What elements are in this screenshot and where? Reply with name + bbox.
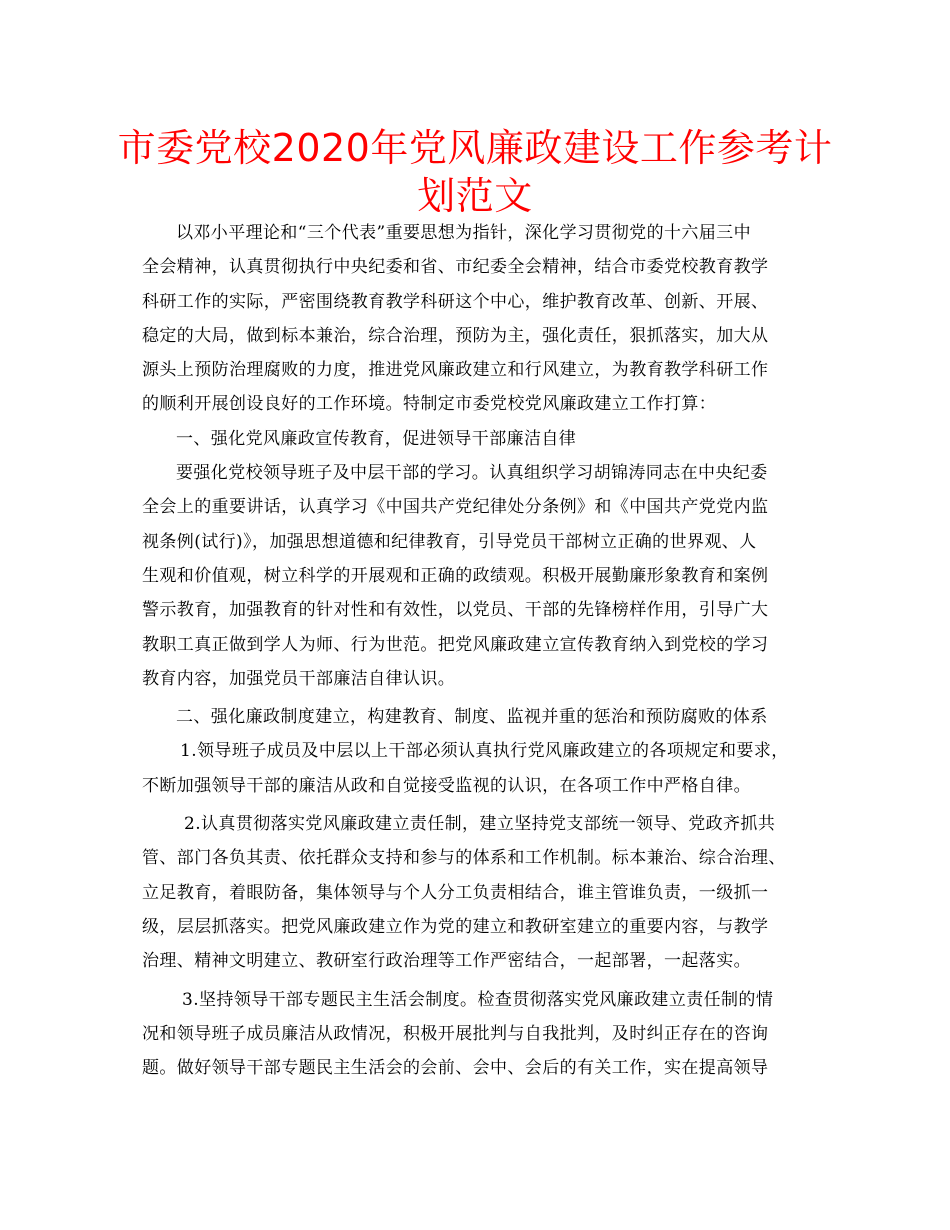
body-line: 生观和价值观，树立科学的开展观和正确的政绩观。积极开展勤廉形象教育和案例 [142, 565, 769, 586]
section-heading-1: 一、强化党风廉政宣传教育，促进领导干部廉洁自律 [176, 428, 577, 449]
body-line: 教育内容，加强党员干部廉洁自律认识。 [142, 668, 456, 689]
body-line: 以邓小平理论和“三个代表”重要思想为指针，深化学习贯彻党的十六届三中 [176, 223, 751, 243]
body-line: 题。做好领导干部专题民主生活会的会前、会中、会后的有关工作，实在提高领导 [142, 1058, 769, 1079]
body-line: 不断加强领导干部的廉洁从政和自觉接受监视的认识，在各项工作中严格自律。 [142, 775, 751, 796]
body-line: 治理、精神文明建立、教研室行政治理等工作严密结合，一起部署，一起落实。 [142, 951, 751, 972]
body-line: 教职工真正做到学人为师、行为世范。把党风廉政建立宣传教育纳入到党校的学习 [142, 634, 769, 655]
body-line: 警示教育，加强教育的针对性和有效性，以党员、干部的先锋榜样作用，引导广大 [142, 600, 769, 621]
body-line: 科研工作的实际，严密围绕教育教学科研这个中心，维护教育改革、创新、开展、 [142, 291, 769, 312]
body-line: 的顺利开展创设良好的工作环境。特制定市委党校党风廉政建立工作打算： [142, 394, 717, 415]
body-line: 管、部门各负其责、依托群众支持和参与的体系和工作机制。标本兼治、综合治理、 [142, 848, 786, 869]
body-line: 要强化党校领导班子及中层干部的学习。认真组织学习胡锦涛同志在中央纪委 [176, 463, 768, 484]
document-title-line-2: 划范文 [417, 174, 533, 218]
body-line: 1.领导班子成员及中层以上干部必须认真执行党风廉政建立的各项规定和要求， [180, 741, 789, 762]
body-line: 级，层层抓落实。把党风廉政建立作为党的建立和教研室建立的重要内容，与教学 [142, 916, 769, 937]
body-line: 3.坚持领导干部专题民主生活会制度。检查贯彻落实党风廉政建立责任制的情 [182, 989, 774, 1010]
body-line: 稳定的大局，做到标本兼治，综合治理，预防为主，强化责任，狠抓落实，加大从 [142, 325, 769, 346]
body-line: 源头上预防治理腐败的力度，推进党风廉政建立和行风建立，为教育教学科研工作 [142, 360, 769, 381]
body-line: 2.认真贯彻落实党风廉政建立责任制，建立坚持党支部统一领导、党政齐抓共 [184, 814, 776, 835]
body-line: 况和领导班子成员廉洁从政情况，积极开展批判与自我批判，及时纠正存在的咨询 [142, 1023, 769, 1044]
section-heading-2: 二、强化廉政制度建立，构建教育、制度、监视并重的惩治和预防腐败的体系 [176, 707, 768, 728]
body-line: 视条例(试行)》，加强思想道德和纪律教育，引导党员干部树立正确的世界观、人 [142, 531, 757, 552]
body-line: 全会精神，认真贯彻执行中央纪委和省、市纪委全会精神，结合市委党校教育教学 [142, 257, 769, 278]
body-line: 立足教育，着眼防备，集体领导与个人分工负责相结合，谁主管谁负责，一级抓一 [142, 882, 769, 903]
document-title-line-1: 市委党校2020年党风廉政建设工作参考计 [117, 126, 833, 170]
body-line: 全会上的重要讲话，认真学习《中国共产党纪律处分条例》和《中国共产党党内监 [142, 497, 769, 518]
document-body [142, 216, 812, 1085]
